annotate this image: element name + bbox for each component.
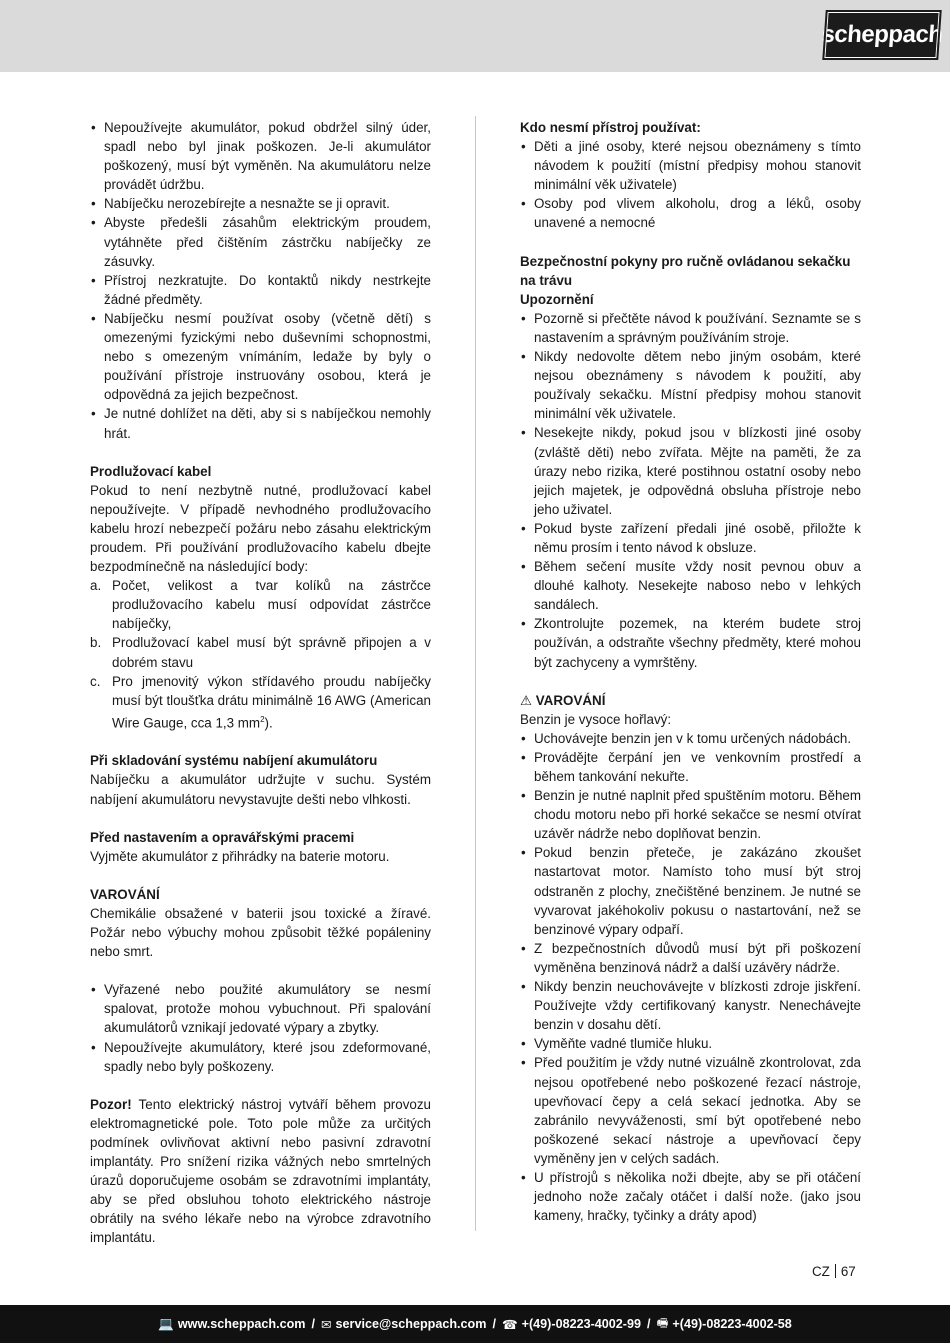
fax-icon: 🖷 — [656, 1315, 669, 1330]
list-item: • Nabíječku nerozebírejte a nesnažte se ji opravit. — [90, 194, 431, 213]
repair-text: Vyjměte akumulátor z přihrádky na baterie motoru. — [90, 848, 390, 864]
list-item: • Vyřazené nebo použité akumulátory se nesmí spalovat, protože mohou vybuchnout. Při spalování akumulátorů vznikají jedovaté výpary a zbytky. — [90, 980, 431, 1037]
page-number — [812, 1264, 856, 1279]
footer-email[interactable]: service@scheppach.com — [335, 1317, 487, 1331]
list-item: • Před použitím je vždy nutné vizuálně zkontrolovat, zda nejsou opotřebené nebo poškozené řezací nástroje, upevňovací čepy a celá sekací jednotka. Aby se zabránilo nevyváženosti, smí být opotřebené nebo poškozené sekací nástroje a upevňovací čepy vyměněny jen v celých sadách. — [520, 1053, 861, 1168]
storage-heading: Při skladování systému nabíjení akumulátoru — [90, 753, 378, 769]
phone-icon: ☎ — [501, 1317, 518, 1332]
extension-cable-heading: Prodlužovací kabel — [90, 463, 212, 479]
page-number-value: 67 — [840, 1264, 856, 1279]
storage-text: Nabíječku a akumulátor udržujte v suchu. Systém nabíjení akumulátoru nevystavujte dešti nebo vlhkosti. — [90, 772, 431, 807]
list-item: • Nikdy nedovolte dětem nebo jiným osobám, které nejsou obeznámeny s návodem k použití, aby používaly sekačku. Místní předpisy mohou stanovit minimální věk uživatele. — [520, 347, 861, 423]
column-divider — [475, 116, 476, 1231]
extension-cable-list — [90, 576, 431, 732]
petrol-warning-heading — [520, 691, 861, 710]
footer-separator: / — [311, 1317, 315, 1331]
list-item: • Abyste předešli zásahům elektrickým proudem, vytáhněte před čištěním zástrčku nabíječky ze zásuvky. — [90, 213, 431, 270]
list-item: • Přístroj nezkratujte. Do kontaktů nikdy nestrkejte žádné předměty. — [90, 271, 431, 309]
language-code: CZ — [812, 1264, 830, 1279]
list-marker: c. — [90, 673, 101, 689]
list-item: • Je nutné dohlížet na děti, aby si s nabíječkou nemohly hrát. — [90, 404, 431, 442]
list-item: • Provádějte čerpání jen ve venkovním prostředí a během tankování nekuřte. — [520, 748, 861, 786]
list-item: • Děti a jiné osoby, které nejsou obeznámeny s tímto návodem k použití (místní předpisy mohou stanovit minimální věk uživatele) — [520, 137, 861, 194]
list-item: • Zkontrolujte pozemek, na kterém budete stroj používán, a odstraňte všechny předměty, které mohou být zachyceny a vymrštěny. — [520, 614, 861, 671]
who-list — [520, 137, 861, 232]
page-number-separator — [835, 1264, 836, 1278]
list-item: • Pokud benzin přeteče, je zakázáno zkoušet nastartovat motor. Namísto toho musí být stroj odstraněn z plochy, znečištěné benzinem. Je nutné se vyvarovat jakéhokoliv pokusu o nastartování, než se benzinové výpary odpaří. — [520, 843, 861, 938]
list-item: • Nikdy benzin neuchovávejte v blízkosti zdroje jiskření. Používejte vždy certifikovaný kanystr. Nenechávejte benzin v dosahu dětí. — [520, 977, 861, 1034]
list-item: • Z bezpečnostních důvodů musí být při poškození vyměněna benzinová nádrž a další uzávěry nádrže. — [520, 939, 861, 977]
list-text-end: ). — [264, 715, 273, 731]
list-item: • Nabíječku nesmí používat osoby (včetně dětí) s omezenými fyzickými nebo duševními schopnostmi, nebo s omezeným vnímáním, ledaže by byly o používání přístroje instruovány osobou, která je odpovědná za jejich bezpečnost. — [90, 309, 431, 404]
mower-safety-heading: Bezpečnostní pokyny pro ručně ovládanou sekačku na trávu — [520, 253, 851, 288]
list-item: • Osoby pod vlivem alkoholu, drog a léků, osoby unavené a nemocné — [520, 194, 861, 232]
list-item: • Pozorně si přečtěte návod k používání. Seznamte se s nastavením a správným používáním stroje. — [520, 309, 861, 347]
battery-warning-heading: VAROVÁNÍ — [90, 886, 160, 902]
list-item: • Benzin je nutné naplnit před spuštěním motoru. Během chodu motoru nebo při horké sekačce se nesmí otvírat uzávěr nádrže nebo doplňovat benzin. — [520, 786, 861, 843]
header-band — [0, 0, 950, 72]
list-item — [90, 633, 431, 671]
footer-phone: +(49)-08223-4002-99 — [521, 1317, 642, 1331]
caution-list — [520, 309, 861, 672]
footer-fax: +(49)-08223-4002-58 — [672, 1317, 792, 1331]
charger-safety-list — [90, 118, 431, 443]
list-item: • Nepoužívejte akumulátory, které jsou zdeformované, spadly nebo byly poškozeny. — [90, 1038, 431, 1076]
right-column — [520, 118, 861, 1225]
em-field-notice — [90, 1095, 431, 1248]
list-text: Prodlužovací kabel musí být správně připojen a v dobrém stavu — [112, 635, 431, 670]
petrol-list — [520, 729, 861, 1225]
repair-heading: Před nastavením a opravářskými pracemi — [90, 829, 355, 845]
list-marker: b. — [90, 635, 102, 651]
list-item: • Vyměňte vadné tlumiče hluku. — [520, 1034, 861, 1053]
list-text: Pro jmenovitý výkon střídavého proudu nabíječky musí být tloušťka drátu minimálně 16 AWG (American Wire Gauge, cca 1,3 mm — [112, 673, 431, 731]
list-item: • Nesekejte nikdy, pokud jsou v blízkosti jiné osoby (zvláště děti) nebo zvířata. Mějte na paměti, že za úrazy nebo rizika, které postihnou ostatní osoby nebo jejich majetek, je odpovědná obsluha přístroje nebo jeho uživatel. — [520, 423, 861, 518]
warning-triangle-icon: ⚠ — [520, 692, 533, 708]
list-item: • U přístrojů s několika noži dbejte, aby se při otáčení jednoho nože začaly otáčet i další nože. (jako jsou kameny, hračky, tyčinky a dráty apod) — [520, 1168, 861, 1225]
superscript: 2 — [260, 714, 265, 724]
who-heading: Kdo nesmí přístroj používat: — [520, 120, 701, 135]
list-marker: a. — [90, 578, 102, 594]
list-text: Počet, velikost a tvar kolíků na zástrčce prodlužovacího kabelu musí odpovídat zástrčce nabíječky, — [112, 578, 431, 632]
petrol-intro: Benzin je vysoce hořlavý: — [520, 711, 672, 727]
pozor-label: Pozor! — [90, 1096, 132, 1112]
battery-disposal-list — [90, 980, 431, 1075]
computer-icon: 💻 — [158, 1316, 174, 1331]
list-item: • Pokud byste zařízení předali jiné osobě, přiložte k němu prosím i tento návod k obsluze. — [520, 519, 861, 557]
footer-website[interactable]: www.scheppach.com — [177, 1317, 306, 1331]
footer-separator: / — [647, 1317, 651, 1331]
list-item: • Uchovávejte benzin jen v k tomu určených nádobách. — [520, 729, 861, 748]
list-item: • Během sečení musíte vždy nosit pevnou obuv a dlouhé kalhoty. Nesekejte naboso nebo v lehkých sandálech. — [520, 557, 861, 614]
pozor-text: Tento elektrický nástroj vytváří během provozu elektromagnetické pole. Toto pole může za určitých podmínek ovlivňovat aktivní nebo pasivní zdravotní implantáty. Pro snížení rizika vážných nebo smrtelných úrazů doporučujeme osobám se zdravotními implantáty, aby se před obsluhou tohoto elektrického nástroje obrátily na svého lékaře nebo na výrobce zdravotního implantátu. — [90, 1096, 431, 1246]
footer-separator: / — [492, 1317, 496, 1331]
caution-heading: Upozornění — [520, 291, 594, 307]
mail-icon: ✉ — [320, 1317, 332, 1332]
list-item: • Nepoužívejte akumulátor, pokud obdržel silný úder, spadl nebo byl jinak poškozen. Je-li akumulátor poškozený, musí být vyměněn. Na akumulátoru nelze provádět údržbu. — [90, 118, 431, 194]
battery-warning-text: Chemikálie obsažené v baterii jsou toxické a žíravé. Požár nebo výbuchy mohou způsobit těžké popáleniny nebo smrt. — [90, 905, 431, 960]
list-item — [90, 672, 431, 733]
footer-bar — [0, 1305, 950, 1343]
extension-cable-text: Pokud to není nezbytně nutné, prodlužovací kabel nepoužívejte. V případě nevhodného prodlužovacího kabelu hrozí nebezpečí požáru nebo zásahu elektrickým proudem. Při používání prodlužovacího kabelu dbejte bezpodmínečně na následující body: — [90, 482, 431, 575]
scheppach-logo: scheppach — [824, 12, 939, 58]
warning-title: VAROVÁNÍ — [535, 692, 606, 708]
left-column — [90, 118, 431, 1247]
list-item — [90, 576, 431, 633]
